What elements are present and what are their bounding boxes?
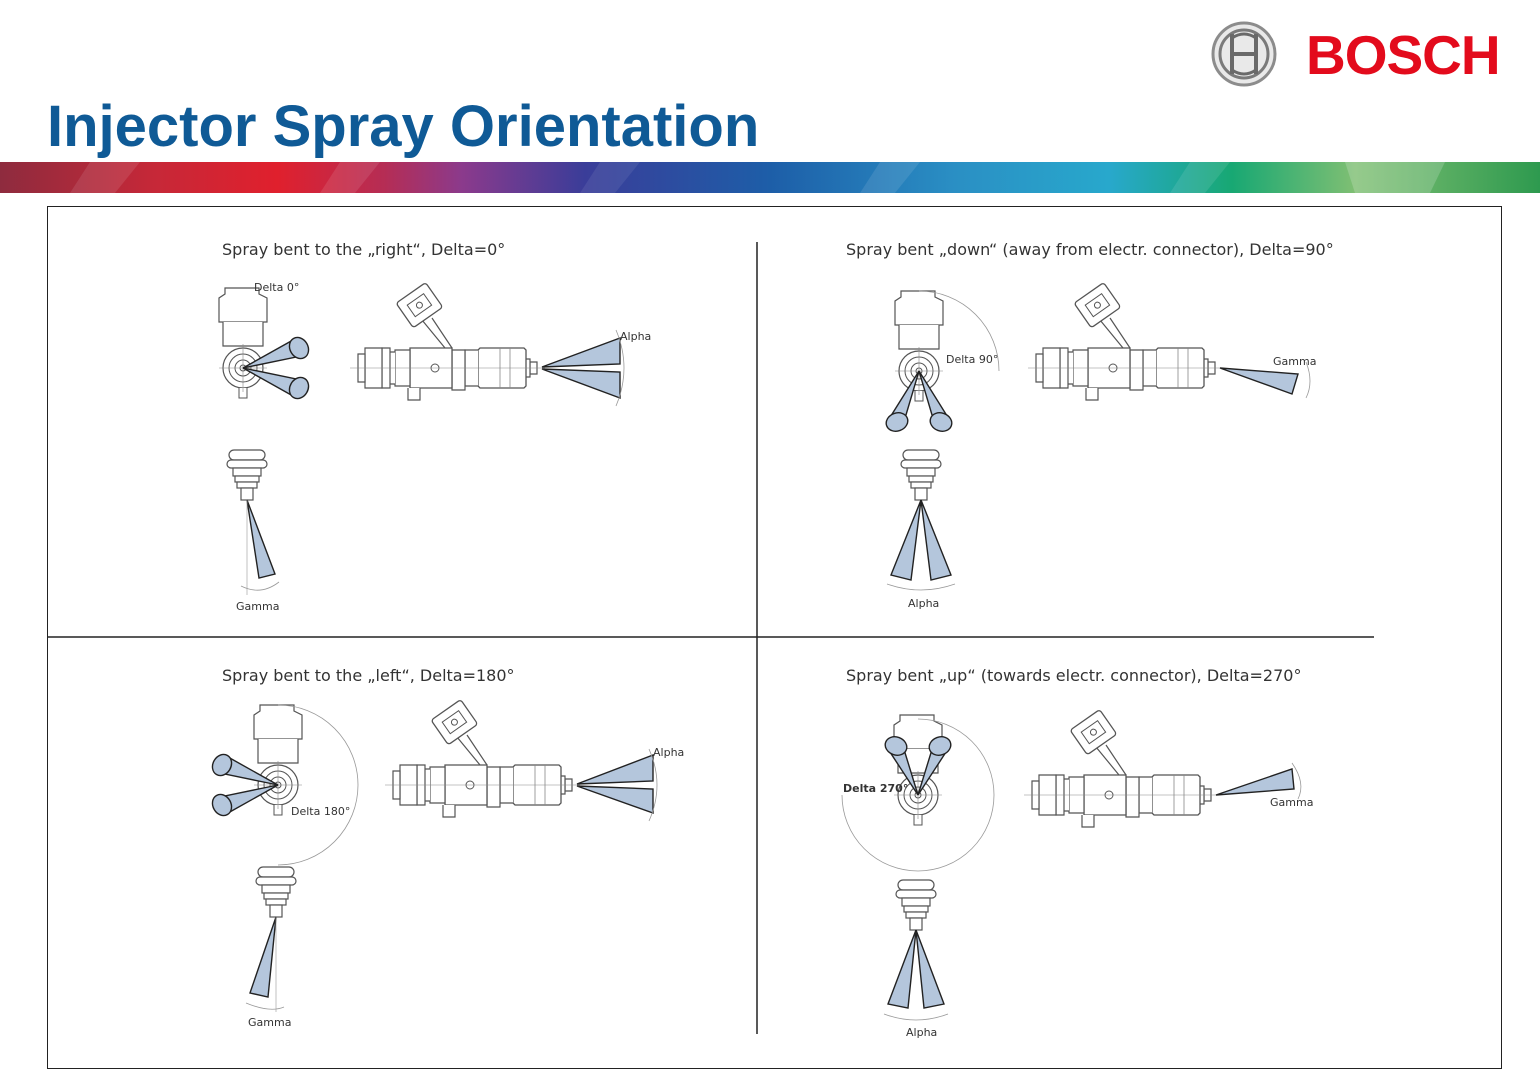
caption-up: Spray bent „up“ (towards electr. connector), Delta=270° (846, 666, 1302, 685)
quadrant-up (842, 710, 1301, 1020)
side-label-right: Alpha (620, 330, 652, 343)
side-view-left (385, 700, 657, 821)
side-view-down (1028, 283, 1310, 400)
tip-view-right (227, 450, 279, 595)
side-label-left: Alpha (653, 746, 685, 759)
bottom-label-right: Gamma (236, 600, 280, 613)
delta-label-down: Delta 90° (946, 353, 999, 366)
bosch-wordmark: BOSCH (1306, 24, 1500, 86)
quadrant-down (884, 283, 1310, 590)
tip-view-left (246, 867, 296, 1012)
caption-right: Spray bent to the „right“, Delta=0° (222, 240, 506, 259)
delta-label-left: Delta 180° (291, 805, 351, 818)
bottom-label-down: Alpha (908, 597, 940, 610)
bottom-label-left: Gamma (248, 1016, 292, 1029)
quadrant-right (219, 283, 624, 595)
caption-left: Spray bent to the „left“, Delta=180° (222, 666, 515, 685)
caption-down: Spray bent „down“ (away from electr. connector), Delta=90° (846, 240, 1334, 259)
side-view-right (350, 283, 624, 406)
side-view-up (1024, 710, 1301, 827)
side-label-up: Gamma (1270, 796, 1314, 809)
bottom-label-up: Alpha (906, 1026, 938, 1039)
end-view-left (209, 705, 358, 865)
tip-view-down (887, 450, 955, 590)
side-label-down: Gamma (1273, 355, 1317, 368)
delta-label-up: Delta 270° (843, 782, 909, 795)
tip-view-up (884, 880, 948, 1020)
quadrant-left (209, 700, 657, 1012)
end-view-right (219, 288, 312, 402)
delta-label-right: Delta 0° (254, 281, 300, 294)
page-title: Injector Spray Orientation (47, 94, 760, 159)
